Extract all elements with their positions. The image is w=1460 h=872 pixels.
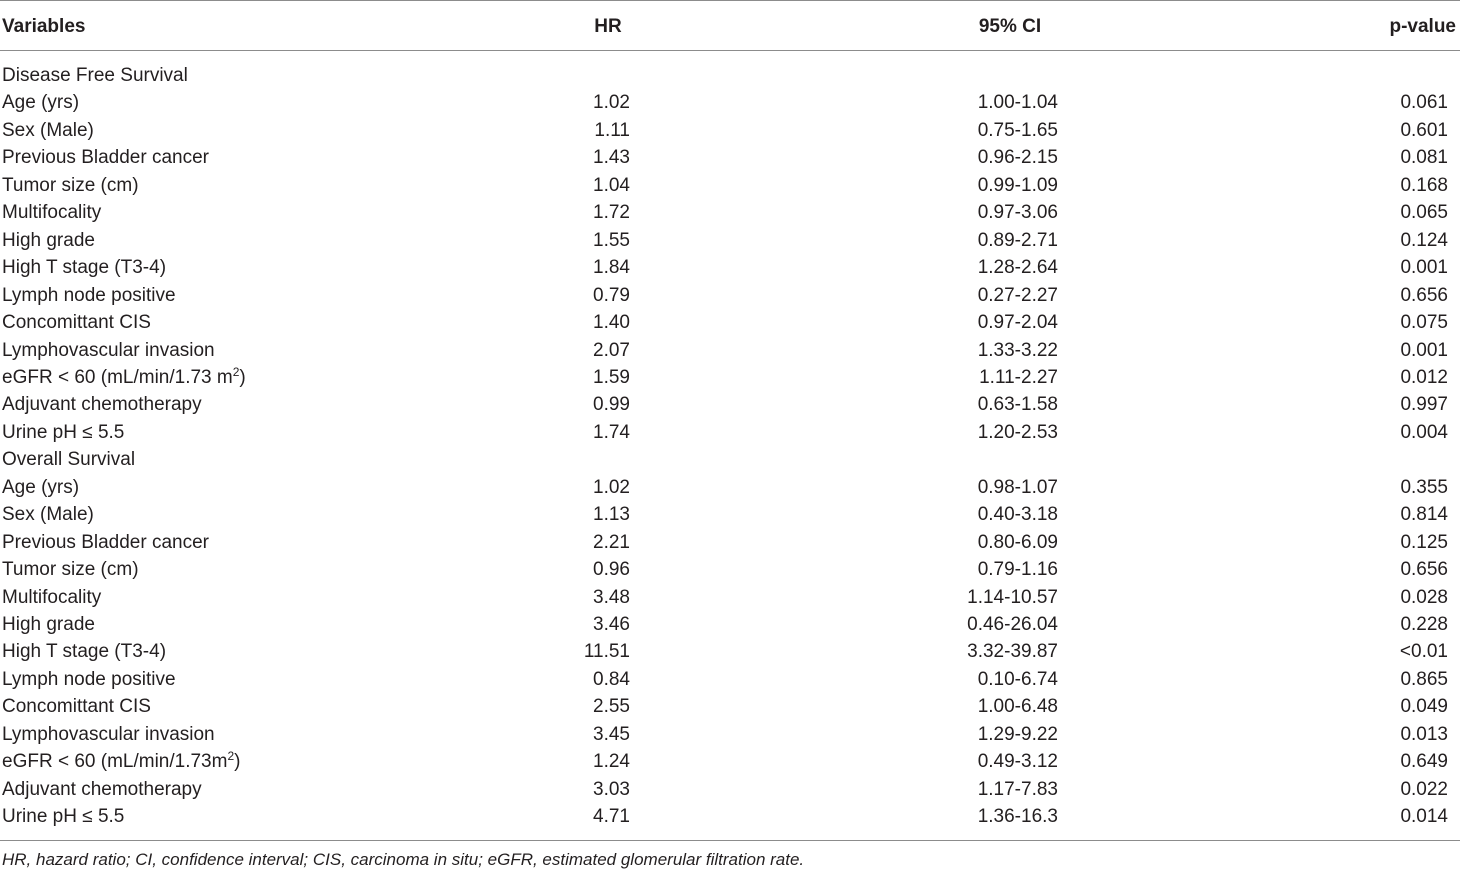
- variable-label: Lymph node positive: [2, 284, 176, 306]
- table-row: [0, 666, 1460, 693]
- table-row: [0, 282, 1460, 309]
- variable-label: Multifocality: [2, 202, 102, 224]
- ci-cell: 0.99-1.09: [977, 174, 1058, 196]
- bottom-rule: [0, 840, 1460, 841]
- ci-cell: 0.63-1.58: [977, 394, 1058, 416]
- ci-cell: 1.11-2.27: [979, 366, 1058, 388]
- p-value-cell: 0.004: [1400, 421, 1448, 443]
- hr-cell: 1.74: [593, 421, 630, 443]
- table-row: [0, 501, 1460, 528]
- hr-cell: 3.45: [593, 723, 630, 745]
- variable-cell: [2, 638, 166, 665]
- hr-cell: 2.21: [593, 531, 630, 553]
- hr-cell: 0.84: [593, 668, 630, 690]
- ci-cell: 0.79-1.16: [977, 559, 1058, 581]
- p-value-cell: 0.028: [1400, 586, 1448, 608]
- table-row: [0, 638, 1460, 665]
- hr-cell: 1.84: [593, 257, 630, 279]
- variable-cell: [2, 391, 202, 418]
- p-value-cell: 0.081: [1400, 147, 1448, 169]
- hr-cell: 2.55: [593, 696, 630, 718]
- variable-label: High grade: [2, 614, 95, 635]
- superscript: 2: [227, 749, 235, 764]
- hr-cell: 1.24: [593, 751, 630, 773]
- variable-cell: [2, 254, 166, 281]
- ci-cell: 0.40-3.18: [977, 504, 1058, 526]
- variable-cell: [2, 309, 151, 336]
- ci-cell: 0.10-6.74: [977, 668, 1058, 690]
- table-row: [0, 172, 1460, 199]
- header-ci: 95% CI: [978, 16, 1042, 37]
- table-header-row: [0, 0, 1460, 48]
- variable-cell: [2, 364, 246, 391]
- p-value-cell: 0.001: [1400, 339, 1448, 361]
- variable-cell: [2, 529, 209, 556]
- variable-label: Age (yrs): [2, 92, 80, 114]
- hr-cell: 11.51: [583, 641, 630, 663]
- hr-cell: 1.55: [593, 229, 630, 251]
- variable-label: Lymphovascular invasion: [2, 339, 215, 361]
- variable-cell: [2, 721, 215, 748]
- ci-cell: 3.32-39.87: [967, 641, 1058, 663]
- section-label: Disease Free Survival: [2, 65, 188, 86]
- variable-label: High T stage (T3-4): [2, 257, 167, 279]
- table-row: [0, 89, 1460, 116]
- p-value-cell: 0.656: [1400, 284, 1448, 306]
- p-value-cell: 0.997: [1400, 394, 1448, 416]
- hr-cell: 0.96: [593, 559, 630, 581]
- hr-cell: 1.43: [593, 147, 630, 169]
- hr-cell: 1.11: [594, 119, 630, 141]
- p-value-cell: 0.649: [1400, 751, 1448, 773]
- ci-cell: 0.97-2.04: [977, 312, 1058, 334]
- p-value-cell: 0.228: [1400, 614, 1448, 635]
- hr-cell: 1.13: [593, 504, 630, 526]
- ci-cell: 0.46-26.04: [967, 614, 1058, 635]
- variable-cell: [2, 227, 95, 254]
- ci-cell: 0.97-3.06: [977, 202, 1058, 224]
- ci-cell: 0.75-1.65: [977, 119, 1058, 141]
- variable-cell: [2, 282, 176, 309]
- variable-cell: [2, 144, 209, 171]
- header-rule: [0, 50, 1460, 51]
- hr-cell: 0.99: [593, 394, 630, 416]
- p-value-cell: 0.001: [1400, 257, 1448, 279]
- ci-cell: 0.96-2.15: [977, 147, 1058, 169]
- variable-cell: [2, 693, 151, 720]
- p-value-cell: <0.01: [1399, 641, 1448, 663]
- section-row: [0, 446, 1460, 473]
- p-value-cell: 0.601: [1400, 119, 1448, 141]
- variable-cell: [2, 611, 95, 638]
- variable-label: Adjuvant chemotherapy: [2, 778, 202, 800]
- table-row: [0, 803, 1460, 830]
- table-row: [0, 611, 1460, 638]
- table-row: [0, 254, 1460, 281]
- hr-cell: 1.04: [593, 174, 630, 196]
- hr-cell: 1.59: [593, 366, 630, 388]
- ci-cell: 1.33-3.22: [977, 339, 1058, 361]
- ci-cell: 0.27-2.27: [977, 284, 1058, 306]
- ci-cell: 1.00-6.48: [977, 696, 1058, 718]
- ci-cell: 0.89-2.71: [977, 229, 1058, 251]
- p-value-cell: 0.022: [1400, 778, 1448, 800]
- variable-cell: [2, 89, 79, 116]
- p-value-cell: 0.012: [1400, 366, 1448, 388]
- variable-cell: [2, 501, 94, 528]
- ci-cell: 1.29-9.22: [977, 723, 1058, 745]
- ci-cell: 1.17-7.83: [977, 778, 1058, 800]
- variable-label: Urine pH ≤ 5.5: [2, 421, 125, 443]
- variable-cell: [2, 337, 215, 364]
- section-row: [0, 62, 1460, 89]
- table-footnote: HR, hazard ratio; CI, confidence interval; CIS, carcinoma in situ; eGFR, estimated glomerular filtration rate.: [2, 850, 805, 869]
- hr-cell: 1.40: [593, 312, 630, 334]
- table-row: [0, 117, 1460, 144]
- p-value-cell: 0.814: [1400, 504, 1448, 526]
- variable-label: eGFR < 60 (mL/min/1.73m: [2, 751, 228, 773]
- table-row: [0, 584, 1460, 611]
- p-value-cell: 0.865: [1400, 668, 1448, 690]
- hr-cell: 3.03: [593, 778, 630, 800]
- table-row: [0, 144, 1460, 171]
- superscript: 2: [232, 364, 240, 379]
- header-p-value: p-value: [1389, 16, 1456, 37]
- table-row: [0, 419, 1460, 446]
- p-value-cell: 0.124: [1400, 229, 1448, 251]
- p-value-cell: 0.656: [1400, 559, 1448, 581]
- variable-cell: [2, 199, 101, 226]
- table-row: [0, 556, 1460, 583]
- variable-label: Concomittant CIS: [2, 696, 151, 718]
- table-row: [0, 529, 1460, 556]
- p-value-cell: 0.168: [1400, 174, 1448, 196]
- hr-cell: 4.71: [593, 806, 630, 828]
- variable-cell: [2, 803, 124, 830]
- table-row: [0, 721, 1460, 748]
- p-value-cell: 0.013: [1400, 723, 1448, 745]
- ci-cell: 0.80-6.09: [977, 531, 1058, 553]
- variable-label: Lymphovascular invasion: [2, 723, 215, 745]
- variable-cell: [2, 172, 139, 199]
- header-hr: HR: [594, 16, 622, 37]
- variable-label: Previous Bladder cancer: [2, 147, 209, 169]
- section-label: Overall Survival: [2, 449, 136, 471]
- hr-cell: 0.79: [593, 284, 630, 306]
- p-value-cell: 0.061: [1400, 92, 1448, 114]
- table-row: [0, 693, 1460, 720]
- ci-cell: 1.20-2.53: [977, 421, 1058, 443]
- p-value-cell: 0.355: [1400, 476, 1448, 498]
- variable-label: Lymph node positive: [2, 668, 176, 690]
- header-variables: Variables: [2, 16, 86, 37]
- ci-cell: 1.14-10.57: [967, 586, 1058, 608]
- table-row: [0, 748, 1460, 775]
- p-value-cell: 0.125: [1400, 531, 1448, 553]
- table-row: [0, 364, 1460, 391]
- hr-cell: 1.02: [593, 92, 630, 114]
- ci-cell: 1.36-16.3: [977, 806, 1058, 828]
- p-value-cell: 0.049: [1400, 696, 1448, 718]
- table-row: [0, 474, 1460, 501]
- variable-cell: [2, 474, 79, 501]
- hr-cell: 3.46: [593, 614, 630, 635]
- variable-label: High grade: [2, 229, 95, 251]
- hr-cell: 2.07: [593, 339, 630, 361]
- ci-cell: 0.49-3.12: [977, 751, 1058, 773]
- p-value-cell: 0.065: [1400, 202, 1448, 224]
- table-row: [0, 227, 1460, 254]
- table-row: [0, 199, 1460, 226]
- table-row: [0, 337, 1460, 364]
- ci-cell: 1.00-1.04: [977, 92, 1058, 114]
- variable-label: Tumor size (cm): [2, 559, 139, 581]
- variable-cell: [2, 584, 101, 611]
- variable-cell: [2, 776, 202, 803]
- variable-label: eGFR < 60 (mL/min/1.73 m: [2, 366, 233, 388]
- table-row: [0, 309, 1460, 336]
- p-value-cell: 0.014: [1400, 806, 1448, 828]
- variable-label-suffix: ): [239, 366, 246, 388]
- variable-label: Age (yrs): [2, 476, 80, 498]
- table-row: [0, 391, 1460, 418]
- p-value-cell: 0.075: [1400, 312, 1448, 334]
- table-row: [0, 776, 1460, 803]
- variable-cell: [2, 666, 176, 693]
- variable-cell: [2, 556, 139, 583]
- variable-label: Concomittant CIS: [2, 312, 151, 334]
- variable-label: Sex (Male): [2, 119, 94, 141]
- variable-label: Tumor size (cm): [2, 174, 139, 196]
- variable-cell: [2, 117, 94, 144]
- hr-cell: 1.72: [593, 202, 630, 224]
- variable-cell: [2, 419, 124, 446]
- hr-cell: 1.02: [593, 476, 630, 498]
- variable-label: Previous Bladder cancer: [2, 531, 209, 553]
- variable-label: Adjuvant chemotherapy: [2, 394, 202, 416]
- ci-cell: 0.98-1.07: [977, 476, 1058, 498]
- variable-label: High T stage (T3-4): [2, 641, 167, 663]
- variable-label-suffix: ): [234, 751, 241, 773]
- variable-label: Multifocality: [2, 586, 102, 608]
- variable-cell: [2, 748, 240, 775]
- variable-label: Sex (Male): [2, 504, 94, 526]
- ci-cell: 1.28-2.64: [977, 257, 1058, 279]
- hr-cell: 3.48: [593, 586, 630, 608]
- variable-label: Urine pH ≤ 5.5: [2, 806, 125, 828]
